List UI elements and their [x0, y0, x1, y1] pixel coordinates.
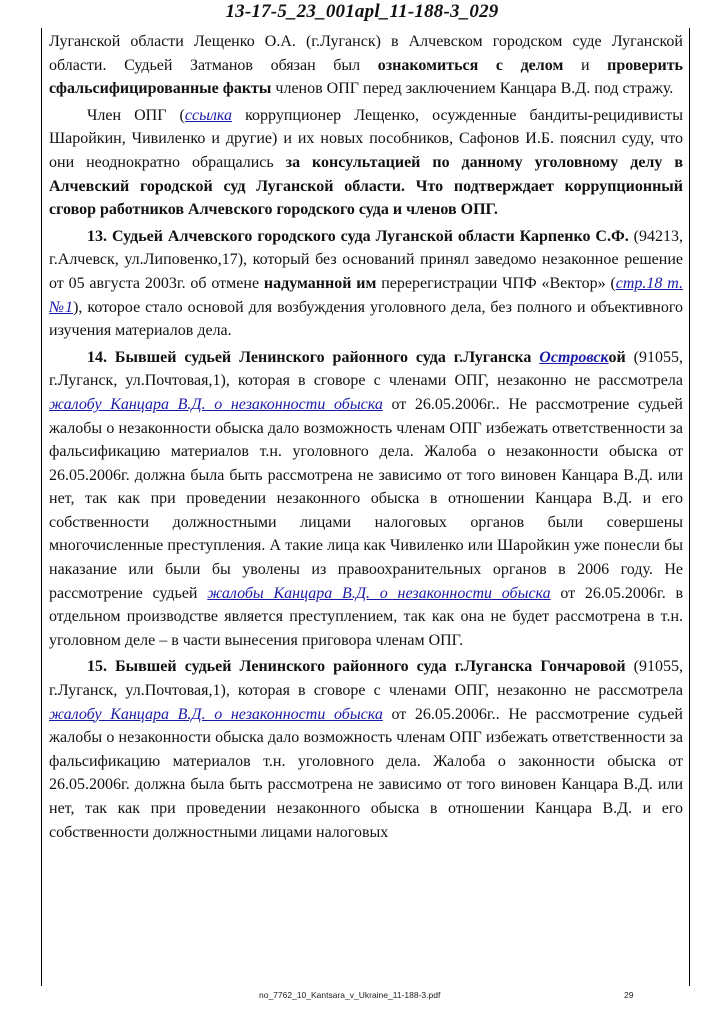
bold-text: надуманной им: [263, 274, 377, 292]
right-margin-rule: [689, 28, 690, 986]
item-heading-suffix: ой: [608, 348, 626, 366]
text: от 26.05.2006г.. Не рассмотрение судьей жалобы о незаконности обыска дало возможность членам ОПГ избежать ответственности за фальсификацию материалов т.н. уголовного дела. Жалоба о законности обыска от 26.05.2006г. должна была быть рассмотрена не зависимо от того виновен Канцара В.Д. или нет, так как при проведении незаконного обыска в отношении Канцара В.Д. и его собственности должностными лицами налоговых: [49, 705, 683, 841]
bold-text: проверить сфальсифицированные факты: [49, 56, 684, 98]
footer-filename: no_7762_10_Kantsara_v_Ukraine_11-188-3.pdf: [259, 990, 441, 1000]
page-number: 29: [624, 990, 634, 1000]
complaint-link[interactable]: жалобу Канцара В.Д. о незаконности обыска: [49, 395, 383, 413]
complaint-link[interactable]: жалобы Канцара В.Д. о незаконности обыска: [207, 584, 551, 602]
paragraph-2: [49, 104, 683, 222]
judge-name-link[interactable]: Островск: [539, 348, 609, 366]
item-heading: 15. Бывшей судьей Ленинского районного суда г.Луганска Гончаровой: [87, 658, 626, 676]
text: и: [563, 56, 608, 74]
text: от 26.05.2006г.. Не рассмотрение судьей жалобы о незаконности обыска дало возможность членам ОПГ избежать ответственности за фальсификацию материалов т.н. уголовного дела. Жалоба о незаконности обыска от 26.05.2006г. должна была быть рассмотрена не зависимо от того виновен Канцара В.Д. или нет, так как при проведении незаконного обыска в отношении Канцара В.Д. и его собственности должностными лицами налоговых органов были совершены многочисленные преступления. А такие лица как Чивиленко или Шаройкин уже понесли бы наказание или были бы уволены из правоохранительных органов в 2006 году. Не рассмотрение судьей: [49, 395, 683, 602]
text: перерегистрации ЧПФ «Вектор» (: [376, 274, 616, 292]
text: Член ОПГ (: [87, 106, 185, 124]
paragraph-15: [49, 655, 683, 844]
paragraph-14: [49, 346, 683, 653]
left-margin-rule: [41, 28, 42, 986]
item-heading: 14. Бывшей судьей Ленинского районного суда г.Луганска: [87, 348, 540, 366]
paragraph-13: [49, 225, 683, 343]
bold-text: за консультацией по данному уголовному делу в Алчевский городской суд Луганской области. Что подтверждает коррупционный сговор работников Алчевского городского суда и членов ОПГ.: [49, 153, 683, 219]
reference-link[interactable]: ссылка: [184, 106, 232, 124]
page-reference-link[interactable]: стр.18 т. №1: [49, 274, 683, 316]
bold-text: ознакомиться с делом: [377, 56, 564, 74]
text: членов ОПГ перед заключением Канцара В.Д. под стражу.: [271, 80, 674, 98]
text: ), которое стало основой для возбуждения уголовного дела, без полного и объективного изучения материалов дела.: [49, 298, 684, 340]
text: Луганской области Лещенко О.А. (г.Луганск) в Алчевском городском суде Луганской области. Судьей Затманов обязан был: [49, 33, 683, 74]
text: (94213, г.Алчевск, ул.Липовенко,17), который без оснований принял заведомо незаконное решение от 05 августа 2003г. об отмене: [49, 227, 684, 292]
text: (91055, г.Луганск, ул.Почтовая,1), которая в сговоре с членами ОПГ, незаконно не рассмотрела: [49, 658, 683, 700]
document-body: [49, 30, 683, 847]
paragraph-1: [49, 30, 683, 101]
item-heading: 13. Судьей Алчевского городского суда Луганской области Карпенко С.Ф.: [87, 227, 629, 245]
complaint-link[interactable]: жалобу Канцара В.Д. о незаконности обыска: [49, 705, 383, 723]
text: коррупционер Лещенко, осужденные бандиты-рецидивисты Шаройкин, Чивиленко и другие) и их новых пособников, Сафонов И.Б. пояснил суду, что они неоднократно обращались: [49, 106, 684, 171]
document-header-title: 13-17-5_23_001apl_11-188-3_029: [225, 1, 499, 22]
text: (91055, г.Луганск, ул.Почтовая,1), которая в сговоре с членами ОПГ, незаконно не рассмотрела: [49, 348, 684, 390]
text: от 26.05.2006г. в отдельном производстве является преступлением, так как она не будет рассмотрена в т.н. уголовном деле – в части вынесения приговора членам ОПГ.: [49, 584, 684, 649]
